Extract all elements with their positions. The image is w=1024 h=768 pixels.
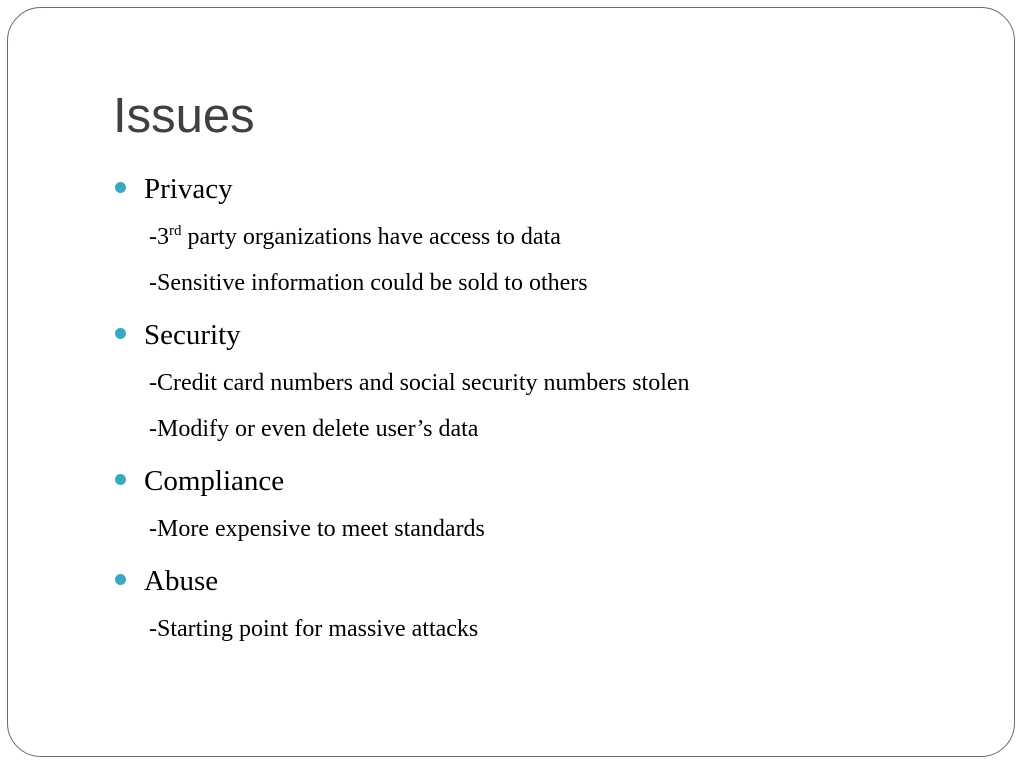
section-heading-security: Security bbox=[144, 319, 241, 351]
section-heading-compliance: Compliance bbox=[144, 465, 285, 497]
sub-point-third-party: -3rd party organizations have access to data bbox=[149, 223, 561, 250]
sub-point-modify-delete: -Modify or even delete user’s data bbox=[149, 416, 479, 442]
sub-point-sensitive-info: -Sensitive information could be sold to others bbox=[149, 270, 588, 296]
bullet-dot-icon bbox=[115, 474, 126, 485]
bullet-dot-icon bbox=[115, 574, 126, 585]
section-heading-abuse: Abuse bbox=[144, 565, 219, 597]
sub-point-standards: -More expensive to meet standards bbox=[149, 516, 485, 542]
bullet-dot-icon bbox=[115, 328, 126, 339]
section-heading-privacy: Privacy bbox=[144, 173, 233, 205]
bullet-dot-icon bbox=[115, 182, 126, 193]
sub-point-attacks: -Starting point for massive attacks bbox=[149, 616, 479, 642]
sub-point-credit-card: -Credit card numbers and social security numbers stolen bbox=[149, 370, 690, 396]
slide-title: Issues bbox=[113, 89, 255, 143]
